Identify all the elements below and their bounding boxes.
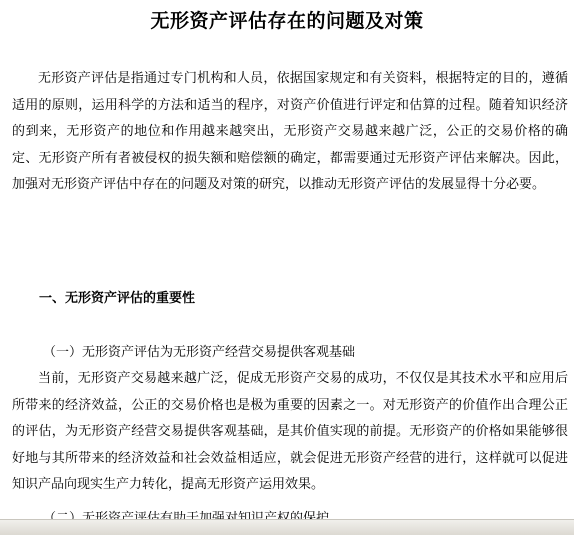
intro-paragraph: 无形资产评估是指通过专门机构和人员，依据国家规定和有关资料，根据特定的目的，遵循适用的原则，运用科学的方法和适当的程序，对资产价值进行评定和估算的过程。随着知识经济的到来，无形资产的地位和作用越来越突出，无形资产交易越来越广泛，公正的交易价格的确定、无形资产所有者被侵权的损失额和赔偿额的确定，都需要通过无形资产评估来解决。因此，加强对无形资产评估中存在的问题及对策的研究，以推动无形资产评估的发展显得十分必要。 — [12, 71, 568, 192]
section-heading: 一、无形资产评估的重要性 — [39, 291, 196, 306]
body-paragraph: 当前，无形资产交易越来越广泛，促成无形资产交易的成功，不仅仅是其技术水平和应用后所带来的经济效益，公正的交易价格也是极为重要的因素之一。对无形资产的价值作出合理公正的评估，为无形资产经营交易提供客观基础，是其价值实现的前提。无形资产的价格如果能够很好地与其所带来的经济效益和社会效益相适应，就会促进无形资产经营的进行，这样就可以促进知识产品向现实生产力转化，提高无形资产运用效果。 — [12, 371, 568, 492]
document-title: 无形资产评估存在的问题及对策 — [150, 10, 424, 32]
subsection-heading: （一）无形资产评估为无形资产经营交易提供客观基础 — [43, 345, 356, 360]
horizontal-scrollbar[interactable] — [0, 519, 574, 535]
